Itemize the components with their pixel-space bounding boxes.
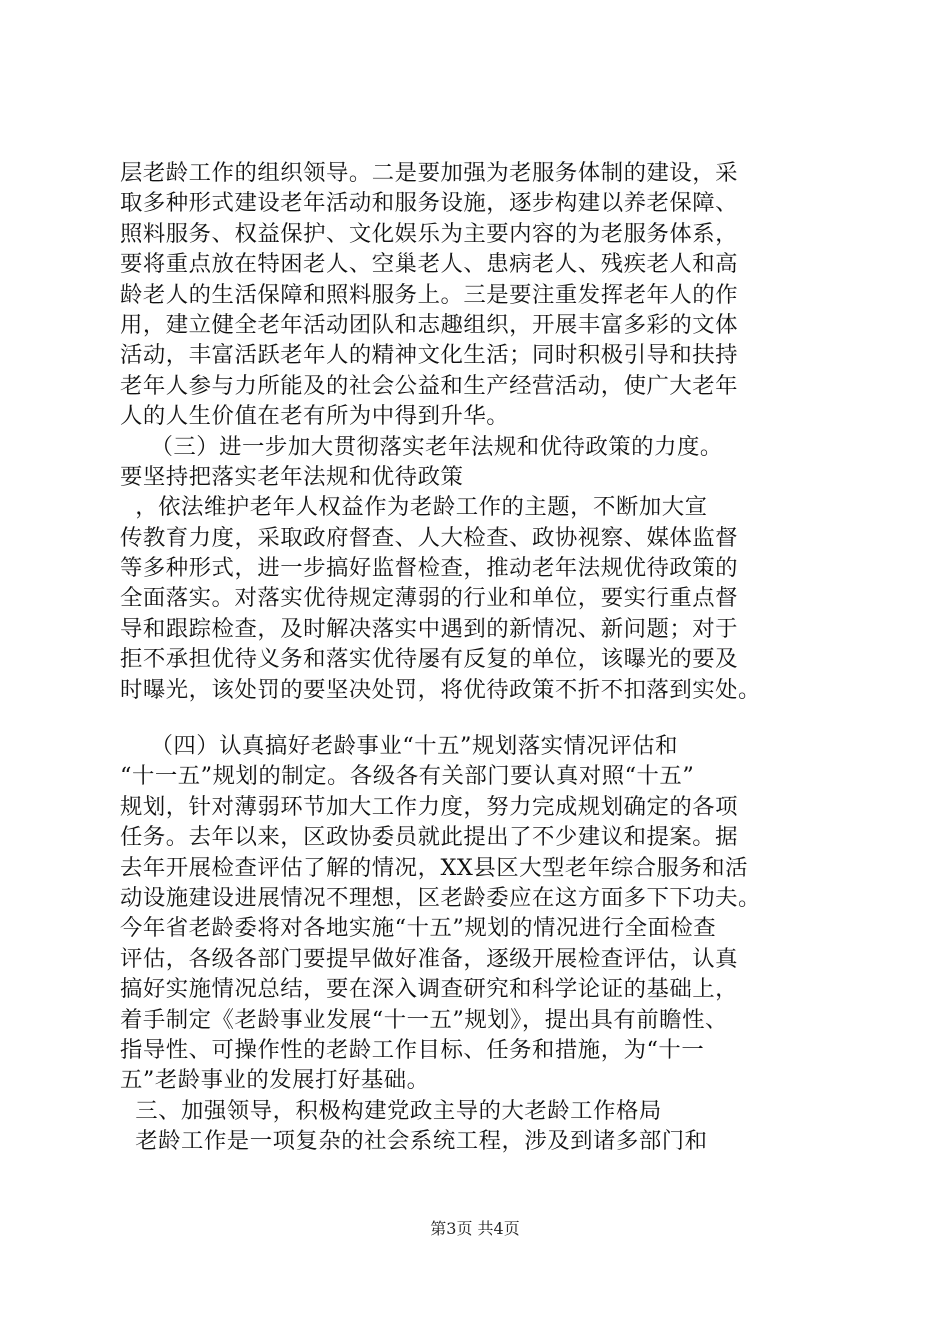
- text-line: 指导性、可操作性的老龄工作目标、任务和措施，为“十一: [120, 1036, 705, 1063]
- text-line: 照料服务、权益保护、文化娱乐为主要内容的为老服务体系，: [120, 220, 739, 247]
- text-line: 拒不承担优待义务和落实优待屡有反复的单位，该曝光的要及: [120, 646, 739, 673]
- text-line: （四）认真搞好老龄事业“十五”规划落实情况评估和: [120, 733, 678, 760]
- paragraph-4: [120, 1096, 840, 1157]
- text-line: （三）进一步加大贯彻落实老年法规和优待政策的力度。: [120, 433, 723, 460]
- section-heading: 三、加强领导，积极构建党政主导的大老龄工作格局: [120, 1097, 662, 1124]
- text-line: 五”老龄事业的发展打好基础。: [120, 1067, 430, 1094]
- text-line: 活动，丰富活跃老年人的精神文化生活；同时积极引导和扶持: [120, 342, 739, 369]
- page-footer: 第3页 共4页: [430, 1219, 520, 1238]
- text-line: 去年开展检查评估了解的情况，XX县区大型老年综合服务和活: [120, 854, 749, 881]
- text-line: 要坚持把落实老年法规和优待政策: [120, 463, 464, 490]
- text-line: 传教育力度，采取政府督查、人大检查、政协视察、媒体监督: [120, 524, 739, 551]
- text-line: 动设施建设进展情况不理想，区老龄委应在这方面多下下功夫。: [120, 884, 761, 911]
- text-line: 任务。去年以来，区政协委员就此提出了不少建议和提案。据: [120, 824, 739, 851]
- text-line: 着手制定《老龄事业发展“十一五”规划》，提出具有前瞻性、: [120, 1006, 728, 1033]
- text-line: 用，建立健全老年活动团队和志趣组织，开展丰富多彩的文体: [120, 311, 739, 338]
- text-line: 规划，针对薄弱环节加大工作力度，努力完成规划确定的各项: [120, 793, 739, 820]
- text-line: 导和跟踪检查，及时解决落实中遇到的新情况、新问题；对于: [120, 615, 739, 642]
- text-line: 老年人参与力所能及的社会公益和生产经营活动，使广大老年: [120, 372, 739, 399]
- text-line: ，依法维护老年人权益作为老龄工作的主题，不断加大宣: [120, 494, 708, 521]
- text-line: 搞好实施情况总结，要在深入调查研究和科学论证的基础上，: [120, 976, 739, 1003]
- text-line: 评估，各级各部门要提早做好准备，逐级开展检查评估，认真: [120, 945, 739, 972]
- body-text: [120, 158, 840, 1157]
- text-line: 等多种形式，进一步搞好监督检查，推动老年法规优待政策的: [120, 555, 739, 582]
- text-line: 层老龄工作的组织领导。二是要加强为老服务体制的建设，采: [120, 160, 739, 186]
- text-line: 龄老人的生活保障和照料服务上。三是要注重发挥老年人的作: [120, 281, 739, 308]
- text-line: “十一五”规划的制定。各级各有关部门要认真对照“十五”: [120, 763, 695, 790]
- text-line: 要将重点放在特困老人、空巢老人、患病老人、残疾老人和高: [120, 251, 739, 278]
- text-line: 今年省老龄委将对各地实施“十五”规划的情况进行全面检查: [120, 915, 717, 942]
- text-line: 人的人生价值在老有所为中得到升华。: [120, 403, 510, 430]
- text-line: 取多种形式建设老年活动和服务设施，逐步构建以养老保障、: [120, 190, 739, 217]
- text-line: 老龄工作是一项复杂的社会系统工程，涉及到诸多部门和: [120, 1128, 708, 1155]
- paragraph-gap: [120, 705, 840, 731]
- text-line: 全面落实。对落实优待规定薄弱的行业和单位，要实行重点督: [120, 585, 739, 612]
- paragraph-1: [120, 158, 840, 432]
- paragraph-3: [120, 731, 840, 1096]
- paragraph-2: [120, 432, 840, 706]
- text-line: 时曝光，该处罚的要坚决处罚，将优待政策不折不扣落到实处。: [120, 676, 761, 703]
